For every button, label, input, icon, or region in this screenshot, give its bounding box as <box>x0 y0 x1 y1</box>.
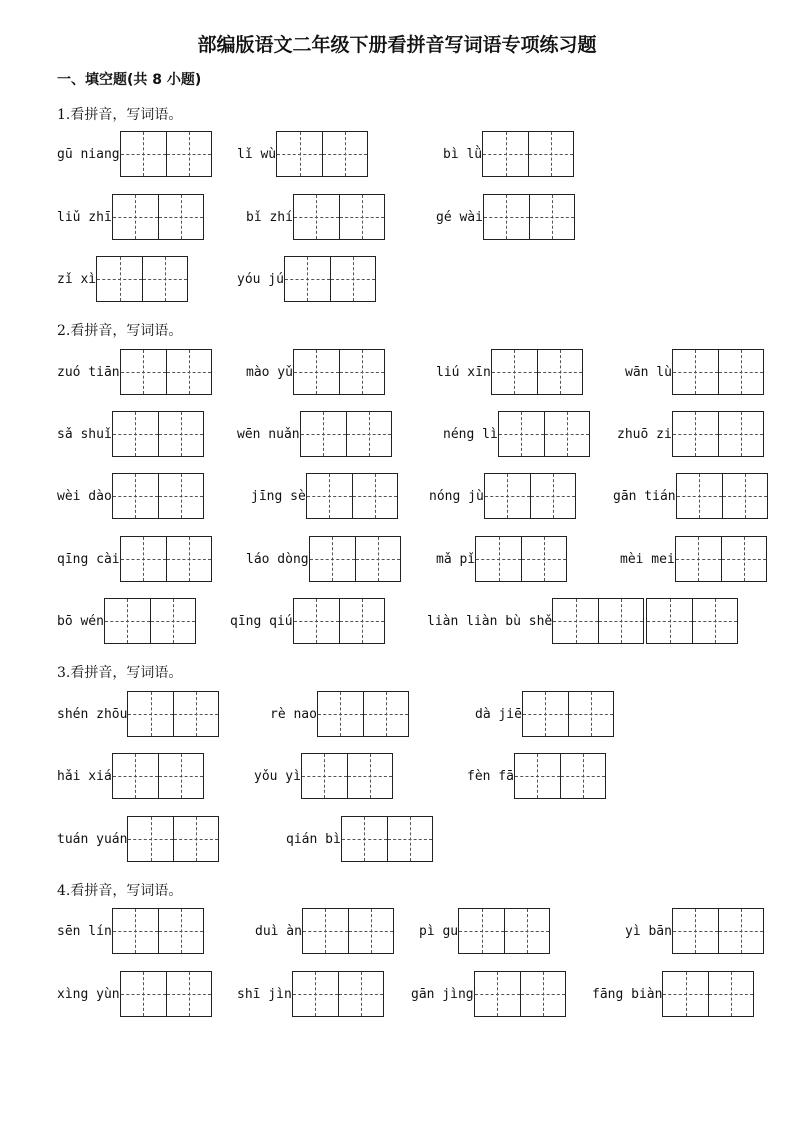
tian-zi-ge-cell[interactable] <box>113 195 158 239</box>
pinyin-label: liàn liàn bù shě <box>427 613 553 629</box>
tian-zi-ge-cell[interactable] <box>553 599 598 643</box>
tian-zi-ge-cell[interactable] <box>677 474 722 518</box>
tian-zi-ge-cell[interactable] <box>523 692 568 736</box>
writing-grid[interactable] <box>284 256 376 302</box>
tian-zi-ge-cell[interactable] <box>528 132 573 176</box>
pinyin-label: gé wài <box>436 209 483 225</box>
pinyin-label: bì lǜ <box>443 146 483 162</box>
writing-grid[interactable] <box>120 131 212 177</box>
writing-grid[interactable] <box>120 349 212 395</box>
pinyin-label: fāng biàn <box>592 986 663 1002</box>
pinyin-label: zǐ xì <box>57 271 97 287</box>
writing-grid[interactable] <box>112 473 204 519</box>
tian-zi-ge-cell[interactable] <box>294 195 339 239</box>
pinyin-label: wān lù <box>625 364 672 380</box>
writing-grid[interactable] <box>672 349 764 395</box>
tian-zi-ge-cell[interactable] <box>476 537 521 581</box>
pinyin-label: dà jiē <box>475 706 522 722</box>
word-item <box>427 598 738 644</box>
tian-zi-ge-cell[interactable] <box>485 474 530 518</box>
pinyin-label: liú xīn <box>436 364 491 380</box>
word-item <box>246 194 385 240</box>
pinyin-label: duì àn <box>255 923 302 939</box>
writing-grid[interactable] <box>662 971 754 1017</box>
tian-zi-ge-cell[interactable] <box>166 972 211 1016</box>
pinyin-label: láo dòng <box>246 551 309 567</box>
word-item <box>254 753 393 799</box>
writing-grid[interactable] <box>474 971 566 1017</box>
tian-zi-ge-cell[interactable] <box>483 132 528 176</box>
word-item <box>625 908 764 954</box>
tian-zi-ge-cell[interactable] <box>718 909 763 953</box>
tian-zi-ge-cell[interactable] <box>166 537 211 581</box>
tian-zi-ge-cell[interactable] <box>113 412 158 456</box>
tian-zi-ge-cell[interactable] <box>560 754 605 798</box>
tian-zi-ge-cell[interactable] <box>166 350 211 394</box>
tian-zi-ge-cell[interactable] <box>355 537 400 581</box>
tian-zi-ge-cell[interactable] <box>121 972 166 1016</box>
tian-zi-ge-cell[interactable] <box>647 599 692 643</box>
pinyin-label: mào yǔ <box>246 364 293 380</box>
tian-zi-ge-cell[interactable] <box>484 195 529 239</box>
tian-zi-ge-cell[interactable] <box>294 350 339 394</box>
writing-grid[interactable] <box>672 411 764 457</box>
tian-zi-ge-cell[interactable] <box>322 132 367 176</box>
word-item <box>57 536 212 582</box>
pinyin-label: zuó tiān <box>57 364 120 380</box>
writing-grid[interactable] <box>306 473 398 519</box>
tian-zi-ge-cell[interactable] <box>128 692 173 736</box>
word-item <box>411 971 566 1017</box>
writing-grid[interactable] <box>112 908 204 954</box>
tian-zi-ge-cell[interactable] <box>537 350 582 394</box>
writing-grid[interactable] <box>498 411 590 457</box>
word-item <box>592 971 754 1017</box>
writing-grid[interactable] <box>302 908 394 954</box>
pinyin-label: mǎ pǐ <box>436 551 476 567</box>
tian-zi-ge-cell[interactable] <box>475 972 520 1016</box>
pinyin-label: gū niang <box>57 146 120 162</box>
word-item <box>443 411 590 457</box>
word-item <box>617 411 764 457</box>
tian-zi-ge-cell[interactable] <box>310 537 355 581</box>
tian-zi-ge-cell[interactable] <box>529 195 574 239</box>
tian-zi-ge-cell[interactable] <box>338 972 383 1016</box>
word-item <box>57 691 219 737</box>
tian-zi-ge-cell[interactable] <box>676 537 721 581</box>
writing-grid[interactable] <box>301 753 393 799</box>
word-item <box>246 536 401 582</box>
writing-grid[interactable] <box>120 971 212 1017</box>
tian-zi-ge-cell[interactable] <box>294 599 339 643</box>
writing-grid[interactable] <box>482 131 574 177</box>
word-item <box>57 971 212 1017</box>
writing-grid[interactable] <box>293 598 385 644</box>
pinyin-label: mèi mei <box>620 551 675 567</box>
pinyin-label: qián bì <box>286 831 341 847</box>
word-item <box>237 971 384 1017</box>
writing-grid[interactable] <box>317 691 409 737</box>
pinyin-label: néng lì <box>443 426 498 442</box>
tian-zi-ge-cell[interactable] <box>330 257 375 301</box>
tian-zi-ge-cell[interactable] <box>673 412 718 456</box>
writing-grid[interactable] <box>514 753 606 799</box>
tian-zi-ge-cell[interactable] <box>504 909 549 953</box>
pinyin-label: tuán yuán <box>57 831 128 847</box>
tian-zi-ge-cell[interactable] <box>352 474 397 518</box>
tian-zi-ge-cell[interactable] <box>339 350 384 394</box>
tian-zi-ge-cell[interactable] <box>121 350 166 394</box>
question-title: 4.看拼音，写词语。 <box>57 883 183 899</box>
writing-grid[interactable] <box>120 536 212 582</box>
tian-zi-ge-cell[interactable] <box>158 909 203 953</box>
word-item <box>436 349 583 395</box>
tian-zi-ge-cell[interactable] <box>459 909 504 953</box>
word-item <box>230 598 385 644</box>
writing-grid[interactable] <box>675 536 767 582</box>
writing-grid[interactable] <box>293 194 385 240</box>
word-item <box>419 908 550 954</box>
word-item <box>436 536 567 582</box>
pinyin-label: yóu jú <box>237 271 284 287</box>
tian-zi-ge-cell[interactable] <box>166 132 211 176</box>
tian-zi-ge-cell[interactable] <box>97 257 142 301</box>
pinyin-label: gān tián <box>613 488 676 504</box>
tian-zi-ge-cell[interactable] <box>293 972 338 1016</box>
writing-grid[interactable] <box>491 349 583 395</box>
word-item <box>286 816 433 862</box>
writing-grid[interactable] <box>483 194 575 240</box>
tian-zi-ge-cell[interactable] <box>150 599 195 643</box>
writing-grid[interactable] <box>112 411 204 457</box>
tian-zi-ge-cell[interactable] <box>158 412 203 456</box>
pinyin-label: liǔ zhī <box>57 209 112 225</box>
tian-zi-ge-cell[interactable] <box>113 754 158 798</box>
writing-grid[interactable] <box>104 598 196 644</box>
word-item <box>57 598 196 644</box>
tian-zi-ge-cell[interactable] <box>113 909 158 953</box>
tian-zi-ge-cell[interactable] <box>121 132 166 176</box>
tian-zi-ge-cell[interactable] <box>307 474 352 518</box>
writing-grid[interactable] <box>672 908 764 954</box>
pinyin-label: pì gu <box>419 923 459 939</box>
question-title: 1.看拼音，写词语。 <box>57 107 183 123</box>
tian-zi-ge-cell[interactable] <box>158 754 203 798</box>
writing-grid[interactable] <box>646 598 738 644</box>
word-item <box>237 411 392 457</box>
tian-zi-ge-cell[interactable] <box>318 692 363 736</box>
word-item <box>57 131 212 177</box>
tian-zi-ge-cell[interactable] <box>722 474 767 518</box>
writing-grid[interactable] <box>341 816 433 862</box>
tian-zi-ge-cell[interactable] <box>499 412 544 456</box>
tian-zi-ge-cell[interactable] <box>718 412 763 456</box>
pinyin-label: wēn nuǎn <box>237 426 300 442</box>
writing-grid[interactable] <box>676 473 768 519</box>
pinyin-label: jīng sè <box>251 488 306 504</box>
writing-grid[interactable] <box>112 194 204 240</box>
tian-zi-ge-cell[interactable] <box>121 537 166 581</box>
writing-grid[interactable] <box>522 691 614 737</box>
pinyin-label: sǎ shuǐ <box>57 426 112 442</box>
tian-zi-ge-cell[interactable] <box>544 412 589 456</box>
pinyin-label: bō wén <box>57 613 104 629</box>
tian-zi-ge-cell[interactable] <box>708 972 753 1016</box>
tian-zi-ge-cell[interactable] <box>363 692 408 736</box>
pinyin-label: xìng yùn <box>57 986 120 1002</box>
tian-zi-ge-cell[interactable] <box>128 817 173 861</box>
question-title: 2.看拼音，写词语。 <box>57 323 183 339</box>
tian-zi-ge-cell[interactable] <box>520 972 565 1016</box>
pinyin-label: qīng qiú <box>230 613 293 629</box>
tian-zi-ge-cell[interactable] <box>521 537 566 581</box>
word-item <box>429 473 576 519</box>
pinyin-label: wèi dào <box>57 488 112 504</box>
writing-grid[interactable] <box>552 598 644 644</box>
tian-zi-ge-cell[interactable] <box>346 412 391 456</box>
tian-zi-ge-cell[interactable] <box>339 599 384 643</box>
writing-grid[interactable] <box>276 131 368 177</box>
writing-grid[interactable] <box>300 411 392 457</box>
writing-grid[interactable] <box>458 908 550 954</box>
word-item <box>443 131 574 177</box>
word-item <box>613 473 768 519</box>
word-item <box>436 194 575 240</box>
pinyin-label: qīng cài <box>57 551 120 567</box>
tian-zi-ge-cell[interactable] <box>173 692 218 736</box>
word-item <box>237 131 368 177</box>
writing-grid[interactable] <box>293 349 385 395</box>
tian-zi-ge-cell[interactable] <box>515 754 560 798</box>
tian-zi-ge-cell[interactable] <box>347 754 392 798</box>
tian-zi-ge-cell[interactable] <box>598 599 643 643</box>
section-heading: 一、填空题(共 8 小题) <box>57 72 202 88</box>
question-title: 3.看拼音，写词语。 <box>57 665 183 681</box>
tian-zi-ge-cell[interactable] <box>173 817 218 861</box>
tian-zi-ge-cell[interactable] <box>158 474 203 518</box>
writing-grid[interactable] <box>127 816 219 862</box>
word-item <box>246 349 385 395</box>
pinyin-label: nóng jù <box>429 488 484 504</box>
word-item <box>237 256 376 302</box>
pinyin-label: gān jìng <box>411 986 474 1002</box>
tian-zi-ge-cell[interactable] <box>530 474 575 518</box>
pinyin-label: yǒu yì <box>254 768 301 784</box>
word-item <box>57 349 212 395</box>
writing-grid[interactable] <box>484 473 576 519</box>
word-item <box>57 473 204 519</box>
tian-zi-ge-cell[interactable] <box>718 350 763 394</box>
tian-zi-ge-cell[interactable] <box>721 537 766 581</box>
tian-zi-ge-cell[interactable] <box>303 909 348 953</box>
word-item <box>475 691 614 737</box>
writing-grid[interactable] <box>309 536 401 582</box>
page-title: 部编版语文二年级下册看拼音写词语专项练习题 <box>197 34 597 56</box>
pinyin-label: shī jìn <box>237 986 292 1002</box>
writing-grid[interactable] <box>112 753 204 799</box>
word-item <box>57 816 219 862</box>
tian-zi-ge-cell[interactable] <box>568 692 613 736</box>
pinyin-label: zhuō zi <box>617 426 672 442</box>
writing-grid[interactable] <box>96 256 188 302</box>
tian-zi-ge-cell[interactable] <box>277 132 322 176</box>
word-item <box>625 349 764 395</box>
writing-grid[interactable] <box>292 971 384 1017</box>
tian-zi-ge-cell[interactable] <box>492 350 537 394</box>
word-item <box>620 536 767 582</box>
word-item <box>270 691 409 737</box>
tian-zi-ge-cell[interactable] <box>339 195 384 239</box>
tian-zi-ge-cell[interactable] <box>673 350 718 394</box>
pinyin-label: bǐ zhí <box>246 209 293 225</box>
pinyin-label: hǎi xiá <box>57 768 112 784</box>
word-item <box>251 473 398 519</box>
word-item <box>255 908 394 954</box>
pinyin-label: rè nao <box>270 706 317 722</box>
tian-zi-ge-cell[interactable] <box>673 909 718 953</box>
tian-zi-ge-cell[interactable] <box>692 599 737 643</box>
pinyin-label: lǐ wù <box>237 146 277 162</box>
tian-zi-ge-cell[interactable] <box>663 972 708 1016</box>
word-item <box>57 256 188 302</box>
pinyin-label: sēn lín <box>57 923 112 939</box>
tian-zi-ge-cell[interactable] <box>285 257 330 301</box>
tian-zi-ge-cell[interactable] <box>105 599 150 643</box>
word-item <box>467 753 606 799</box>
tian-zi-ge-cell[interactable] <box>342 817 387 861</box>
tian-zi-ge-cell[interactable] <box>301 412 346 456</box>
tian-zi-ge-cell[interactable] <box>142 257 187 301</box>
writing-grid[interactable] <box>475 536 567 582</box>
word-item <box>57 908 204 954</box>
writing-grid[interactable] <box>127 691 219 737</box>
pinyin-label: shén zhōu <box>57 706 128 722</box>
tian-zi-ge-cell[interactable] <box>302 754 347 798</box>
tian-zi-ge-cell[interactable] <box>158 195 203 239</box>
word-item <box>57 753 204 799</box>
tian-zi-ge-cell[interactable] <box>113 474 158 518</box>
pinyin-label: fèn fā <box>467 768 514 784</box>
word-item <box>57 194 204 240</box>
pinyin-label: yì bān <box>625 923 672 939</box>
tian-zi-ge-cell[interactable] <box>348 909 393 953</box>
word-item <box>57 411 204 457</box>
tian-zi-ge-cell[interactable] <box>387 817 432 861</box>
